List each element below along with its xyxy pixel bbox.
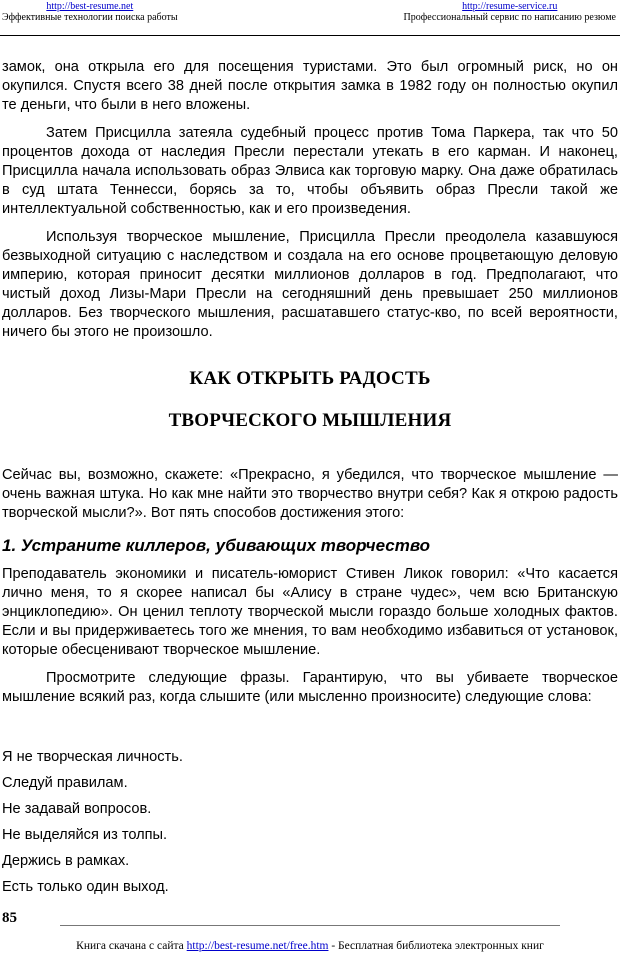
- list-item: Держись в рамках.: [2, 853, 130, 869]
- list-item: Не задавай вопросов.: [2, 801, 152, 817]
- paragraph: Преподаватель экономики и писатель-юморист Стивен Ликок говорил: «Что касается лично меня, то я скорее написал бы «Алису в стране чудес», чем всю Британскую энциклопедию». Он ценил теплоту творческой мысли гораздо больше холодных фактов. Если и вы придерживаетесь того же мнения, то вам необходимо избавиться от установок, которые обесценивают творческое мышление.: [2, 566, 618, 658]
- section-heading-line1: КАК ОТКРЫТЬ РАДОСТЬ: [189, 368, 431, 389]
- subheading: 1. Устраните киллеров, убивающих творчество: [2, 536, 431, 555]
- paragraph: Используя творческое мышление, Присцилла Пресли преодолела казавшуюся безвыходной ситуацию с наследством и создала на его основе процветающую деловую империю, которая приносит десятки миллионов долларов в год. Предполагают, что чистый доход Лизы-Мари Пресли на сегодняшний день превышает 250 миллионов долларов. Без творческого мышления, расшатавшего статус-кво, по всей вероятности, ничего бы этого не произошло.: [2, 229, 618, 340]
- phrase-list: [2, 748, 602, 904]
- header-right-link[interactable]: http://resume-service.ru: [462, 1, 558, 12]
- footer-prefix: Книга скачана с сайта: [76, 940, 187, 952]
- paragraph: Сейчас вы, возможно, скажете: «Прекрасно, я убедился, что творческое мышление — очень важная штука. Но как мне найти это творчество внутри себя? Как я открою радость творческой мысли?». Вот пять способов достижения этого:: [2, 467, 618, 521]
- header-right-text: Профессиональный сервис по написанию резюме: [403, 12, 616, 23]
- header-left-link[interactable]: http://best-resume.net: [46, 1, 134, 12]
- footer-link[interactable]: http://best-resume.net/free.htm: [186, 940, 329, 952]
- page-footer: [0, 940, 620, 952]
- list-item: Следуй правилам.: [2, 775, 128, 791]
- header-right: [404, 1, 616, 23]
- footer-suffix: - Бесплатная библиотека электронных книг: [328, 940, 544, 952]
- top-text-block: [2, 58, 618, 351]
- sub-text-block: [2, 565, 618, 716]
- paragraph: Просмотрите следующие фразы. Гарантирую, что вы убиваете творческое мышление всякий раз, когда слышите (или мысленно произносите) следующие слова:: [2, 670, 618, 705]
- list-item: Есть только один выход.: [2, 879, 169, 895]
- intro-text-block: [2, 466, 618, 532]
- page-number: 85: [2, 910, 17, 926]
- page-header: [0, 0, 620, 36]
- list-item: Я не творческая личность.: [2, 749, 183, 765]
- footer-divider: [60, 925, 560, 926]
- header-left: [2, 1, 178, 23]
- list-item: Не выделяйся из толпы.: [2, 827, 168, 843]
- paragraph: замок, она открыла его для посещения туристами. Это был огромный риск, но он окупился. Спустя всего 38 дней после открытия замка в 1982 году он полностью окупил те деньги, что были в него вложены.: [2, 59, 618, 113]
- paragraph: Затем Присцилла затеяла судебный процесс против Тома Паркера, так что 50 процентов дохода от наследия Пресли перестали утекать в его карман. И наконец, Присцилла начала использовать образ Элвиса как торговую марку. Она даже обратилась в суд штата Теннесси, борясь за то, чтобы объявить образ Пресли такой же интеллектуальной собственностью, как и его произведения.: [2, 125, 618, 217]
- header-left-text: Эффективные технологии поиска работы: [2, 12, 178, 23]
- section-heading-line2: ТВОРЧЕСКОГО МЫШЛЕНИЯ: [168, 410, 452, 431]
